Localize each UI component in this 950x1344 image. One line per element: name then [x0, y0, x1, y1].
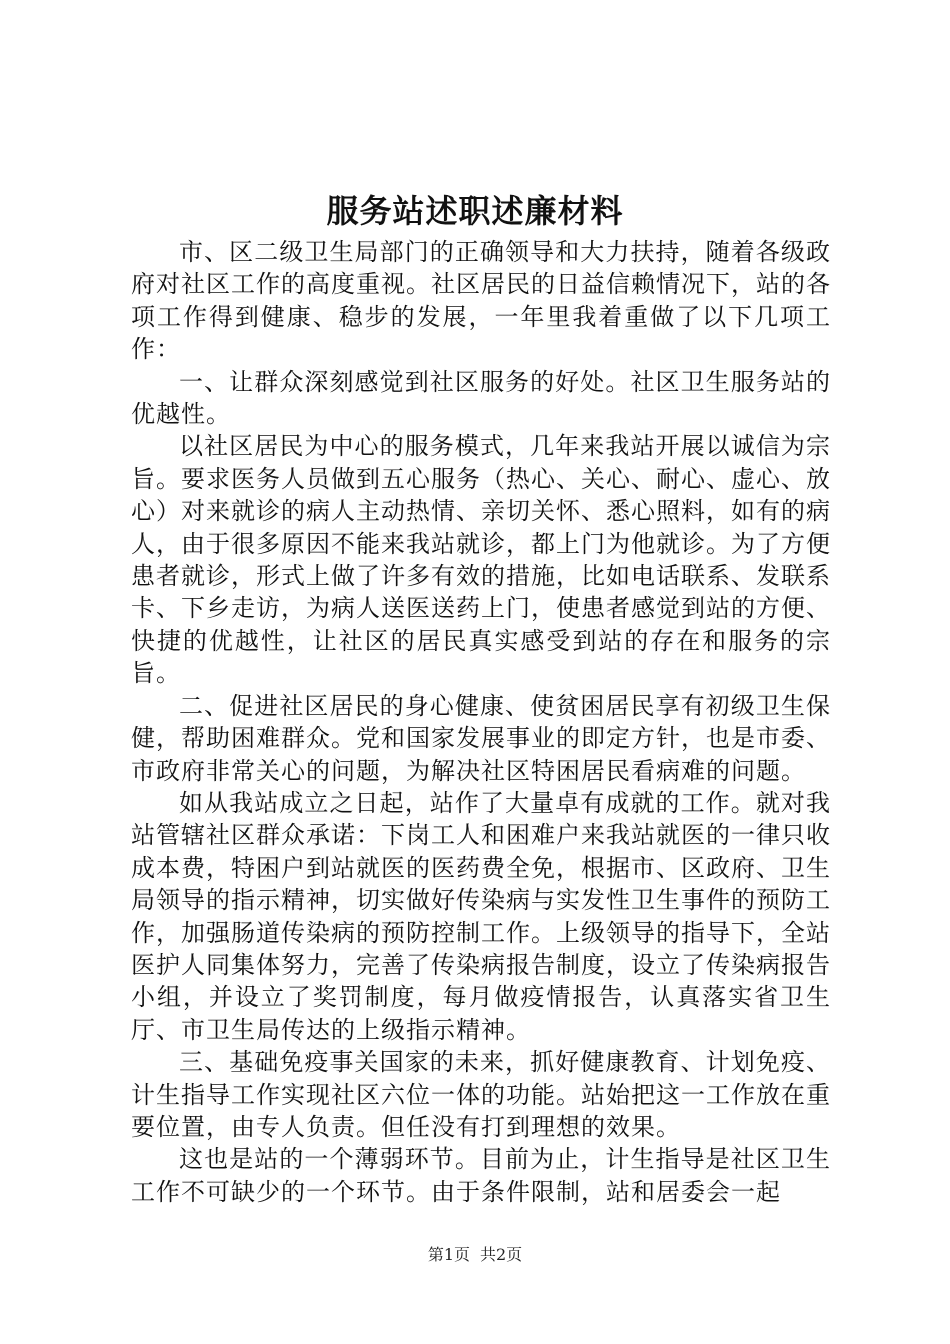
paragraph: 以社区居民为中心的服务模式，几年来我站开展以诚信为宗旨。要求医务人员做到五心服务（热心、关心、耐心、虚心、放心）对来就诊的病人主动热情、亲切关怀、悉心照料，如有的病人，由于很多原因不能来我站就诊，都上门为他就诊。为了方便患者就诊，形式上做了许多有效的措施，比如电话联系、发联系卡、下乡走访，为病人送医送药上门，使患者感觉到站的方便、快捷的优越性，让社区的居民真实感受到站的存在和服务的宗旨。	[131, 432, 831, 688]
document-title: 服务站述职述廉材料	[326, 192, 624, 230]
page-total: 共2页	[480, 1245, 523, 1264]
page-footer	[0, 1242, 950, 1265]
page-number: 第1页	[427, 1245, 470, 1264]
paragraph: 一、让群众深刻感觉到社区服务的好处。社区卫生服务站的优越性。	[131, 367, 831, 429]
paragraph: 市、区二级卫生局部门的正确领导和大力扶持，随着各级政府对社区工作的高度重视。社区居民的日益信赖情况下，站的各项工作得到健康、稳步的发展，一年里我着重做了以下几项工作：	[131, 238, 831, 364]
paragraph: 二、促进社区居民的身心健康、使贫困居民享有初级卫生保健，帮助困难群众。党和国家发展事业的即定方针，也是市委、市政府非常关心的问题，为解决社区特困居民看病难的问题。	[131, 691, 831, 785]
paragraph: 三、基础免疫事关国家的未来，抓好健康教育、计划免疫、计生指导工作实现社区六位一体的功能。站始把这一工作放在重要位置，由专人负责。但任没有打到理想的效果。	[131, 1048, 831, 1141]
document-body	[131, 236, 831, 1208]
paragraph: 这也是站的一个薄弱环节。目前为止，计生指导是社区卫生工作不可缺少的一个环节。由于条件限制，站和居委会一起	[131, 1145, 831, 1206]
paragraph: 如从我站成立之日起，站作了大量卓有成就的工作。就对我站管辖社区群众承诺：下岗工人和困难户来我站就医的一律只收成本费，特困户到站就医的医药费全免，根据市、区政府、卫生局领导的指示精神，切实做好传染病与实发性卫生事件的预防工作，加强肠道传染病的预防控制工作。上级领导的指导下，全站医护人同集体努力，完善了传染病报告制度，设立了传染病报告小组，并设立了奖罚制度，每月做疫情报告，认真落实省卫生厅、市卫生局传达的上级指示精神。	[131, 788, 831, 1044]
